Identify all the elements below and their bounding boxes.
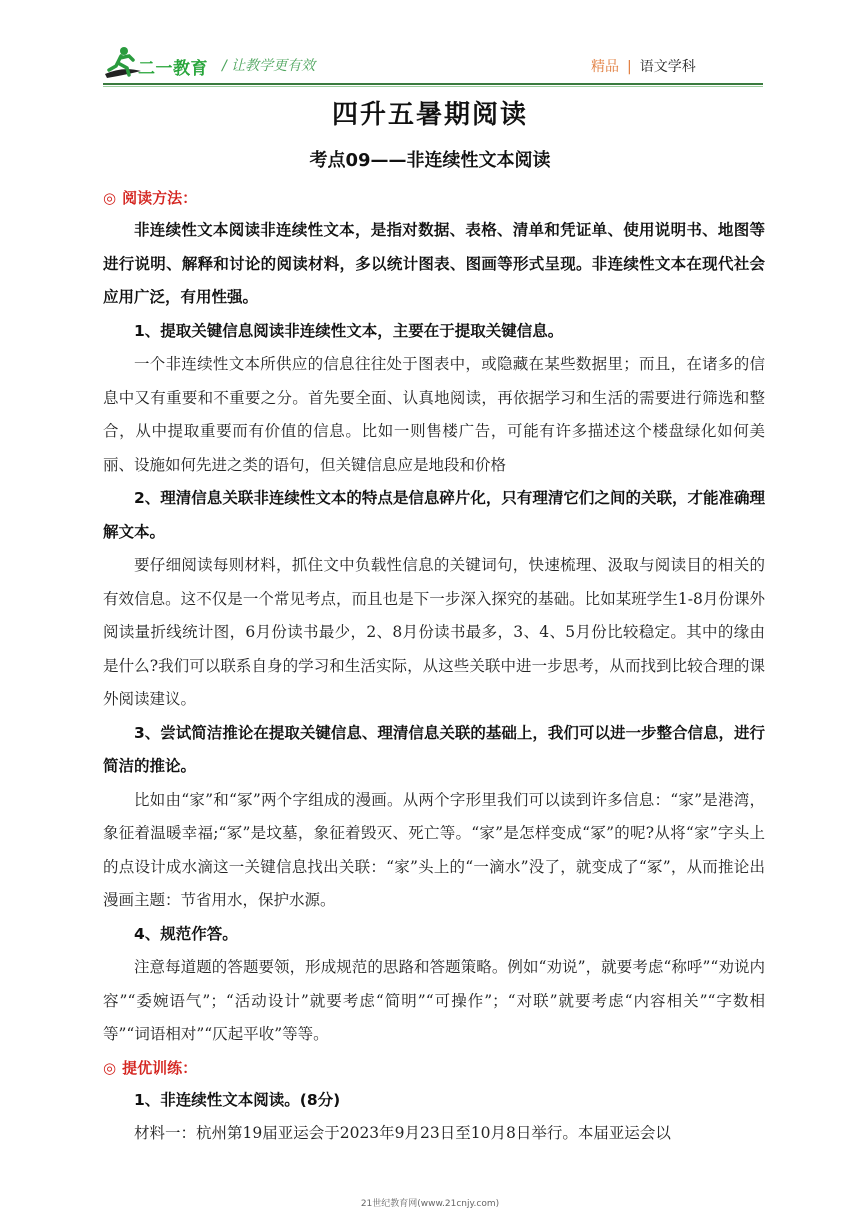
header-separator: |: [627, 59, 632, 75]
page-title: 四升五暑期阅读: [331, 100, 528, 130]
point-heading-2: 2、理清信息关联非连续性文本的特点是信息碎片化，只有理清它们之间的关联，才能准确理解文本。: [103, 489, 765, 541]
page-subtitle: 考点09——非连续性文本阅读: [309, 150, 551, 171]
point-heading-3: 3、尝试简洁推论在提取关键信息、理清信息关联的基础上，我们可以进一步整合信息，进行简洁的推论。: [103, 723, 765, 775]
header-divider: [103, 83, 763, 85]
point-heading-4: 4、规范作答。: [134, 924, 238, 943]
bullet-icon: ◎: [103, 1058, 117, 1077]
point-paragraph-3: 比如由“家”和“冢”两个字组成的漫画。从两个字形里我们可以读到许多信息：“家”是港湾，象征着温暖幸福;“冢”是坟墓，象征着毁灭、死亡等。“家”是怎样变成“冢”的呢?从将“家”字头上的点设计成水滴这一关键信息找出关联：“家”头上的“一滴水”没了，就变成了“冢”，从而推论出漫画主题：节省用水，保护水源。: [103, 790, 765, 909]
page-footer: 21世纪教育网(www.21cnjy.com): [360, 1199, 500, 1209]
subject-tag: 语文学科: [639, 59, 696, 75]
premium-tag: 精品: [591, 59, 619, 75]
brand-name: 二一教育: [138, 59, 208, 79]
bullet-icon: ◎: [103, 189, 117, 207]
section-title: 阅读方法：: [122, 189, 198, 207]
header-divider-thin: [103, 86, 763, 87]
point-paragraph-1: 一个非连续性文本所供应的信息往往处于图表中，或隐藏在某些数据里；而且，在诸多的信息中又有重要和不重要之分。首先要全面、认真地阅读，再依据学习和生活的需要进行筛选和整合，从中提取重要而有价值的信息。比如一则售楼广告，可能有许多描述这个楼盘绿化如何美丽、设施如何先进之类的语句，但关键信息应是地段和价格: [103, 355, 765, 474]
section-title: 提优训练：: [122, 1058, 198, 1077]
question-heading-1: 1、非连续性文本阅读。(8分): [134, 1090, 341, 1109]
point-paragraph-4: 注意每道题的答题要领，形成规范的思路和答题策略。例如“劝说”，就要考虑“称呼”“劝说内容”“委婉语气”；“活动设计”就要考虑“简明”“可操作”；“对联”就要考虑“内容相关”“字数相等”“词语相对”“仄起平收”等等。: [103, 958, 765, 1043]
brand-slogan: / 让教学更有效: [222, 58, 316, 74]
section-heading-training: [103, 1052, 765, 1084]
point-heading-1: 1、提取关键信息阅读非连续性文本，主要在于提取关键信息。: [134, 321, 564, 340]
page-header: [0, 0, 860, 100]
point-paragraph-2: 要仔细阅读每则材料，抓住文中负载性信息的关键词句，快速梳理、汲取与阅读目的相关的有效信息。这不仅是一个常见考点，而且也是下一步深入探究的基础。比如某班学生1-8月份课外阅读量折线统计图，6月份读书最少，2、8月份读书最多，3、4、5月份比较稳定。其中的缘由是什么?我们可以联系自身的学习和生活实际，从这些关联中进一步思考，从而找到比较合理的课外阅读建议。: [103, 556, 765, 708]
intro-paragraph: 非连续性文本阅读非连续性文本，是指对数据、表格、清单和凭证单、使用说明书、地图等进行说明、解释和讨论的阅读材料，多以统计图表、图画等形式呈现。非连续性文本在现代社会应用广泛，有用性强。: [103, 221, 765, 306]
header-tags: [591, 56, 696, 76]
material-paragraph-1: 材料一：杭州第19届亚运会于2023年9月23日至10月8日举行。本届亚运会以: [134, 1124, 671, 1142]
section-heading-method: [103, 182, 765, 214]
document-body: [103, 182, 765, 1151]
